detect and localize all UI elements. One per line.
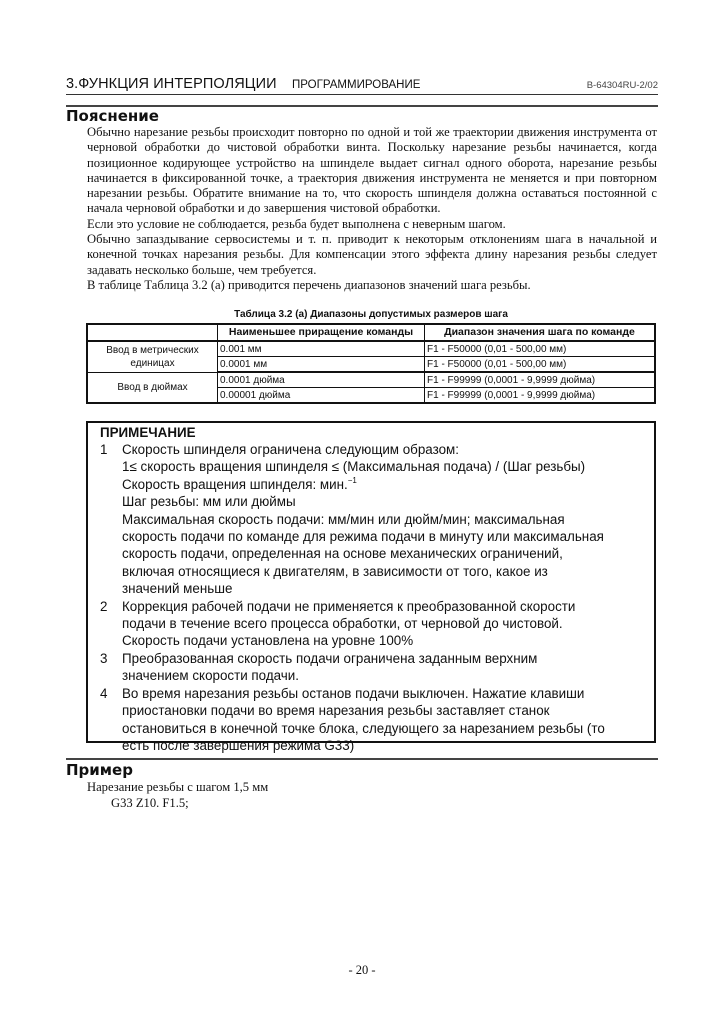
explanation-heading: Пояснение [66,107,159,125]
example-code: G33 Z10. F1.5; [111,795,189,810]
note-line: остановиться в конечной точке блока, следующего за нарезанием резьбы (то [122,720,605,736]
row-group-label: Ввод в дюймах [87,372,218,403]
column-header [87,324,218,341]
note-line: Скорость подачи установлена на уровне 100% [122,633,414,649]
note-item [100,685,648,755]
note-line: скорость подачи по команде для режима подачи в минуту или максимальная [122,529,604,545]
note-line: Скорость шпинделя ограничена следующим образом: [122,442,459,457]
note-item [100,441,648,598]
pitch-range-table [86,323,656,404]
note-number: 1 [100,442,108,457]
table-row [87,372,655,388]
range-cell: F1 - F99999 (0,0001 - 9,9999 дюйма) [425,372,656,388]
note-line: скорость подачи, определенная на основе механических ограничений, [122,546,563,562]
row-group-label: Ввод в метрических единицах [87,341,218,372]
increment-cell: 0.0001 дюйма [218,372,425,388]
chapter-title: 3.ФУНКЦИЯ ИНТЕРПОЛЯЦИИ [66,76,277,92]
table-header-row [87,324,655,341]
note-title: ПРИМЕЧАНИЕ [100,425,196,440]
paragraph: Обычно запаздывание сервосистемы и т. п. приводит к некоторым отклонениям шага в начальной и конечной точках нарезания резьбы. Для компенсации этого эффекта длину нарезания резьбы следует задавать несколько больше, чем требуется. [87,232,657,277]
note-line: включая относящиеся к двигателям, в зависимости от того, какое из [122,563,548,579]
note-line: Коррекция рабочей подачи не применяется к преобразованной скорости [122,598,576,614]
paragraph: Обычно нарезание резьбы происходит повторно по одной и той же траектории движения инструмента от черновой обработки до чистовой обработки винта. Поскольку нарезание резьбы начинается, когда позиционное кодирующее устройство на шпинделе выдает сигнал одного оборота, нарезание резьбы начинается в фиксированной точке, а траектория движения инструмента не меняется и при повторном нарезании резьбы. Обратите внимание на то, что скорость шпинделя должна оставаться постоянной с начала черновой обработки и до завершения чистовой обработки. [87,125,657,216]
note-line: значением скорости подачи. [122,668,299,684]
increment-cell: 0.0001 мм [218,357,425,373]
column-header: Диапазон значения шага по команде [425,324,656,341]
note-line: есть после завершения режима G33) [122,737,355,753]
note-items [100,441,648,754]
page-header [66,76,658,95]
note-number: 4 [100,685,108,701]
note-line: 1≤ скорость вращения шпинделя ≤ (Максимальная подача) / (Шаг резьбы) [122,459,586,475]
note-line: подачи в течение всего процесса обработки, от черновой до чистовой. [122,616,563,632]
paragraph: В таблице Таблица 3.2 (а) приводится перечень диапазонов значений шага резьбы. [87,277,531,292]
note-line [122,476,648,493]
table-row [87,341,655,357]
range-cell: F1 - F99999 (0,0001 - 9,9999 дюйма) [425,388,656,404]
range-cell: F1 - F50000 (0,01 - 500,00 мм) [425,341,656,357]
note-line: приостановки подачи во время нарезания резьбы заставляет станок [122,703,550,719]
example-heading: Пример [66,761,133,779]
note-line: Преобразованная скорость подачи ограничена заданным верхним [122,650,538,666]
note-item [100,598,648,650]
note-line: значений меньше [122,581,233,597]
superscript: −1 [347,475,357,485]
note-item [100,650,648,685]
note-line-text: Скорость вращения шпинделя: мин. [122,476,348,492]
note-number: 3 [100,650,108,666]
note-box [86,421,656,753]
example-body [87,780,268,811]
document-id: B-64304RU-2/02 [586,80,658,91]
note-line: Максимальная скорость подачи: мм/мин или дюйм/мин; максимальная [122,511,565,527]
table-caption: Таблица 3.2 (а) Диапазоны допустимых размеров шага [234,309,508,320]
section-divider [66,758,658,760]
note-line: Шаг резьбы: мм или дюймы [122,494,296,510]
range-cell: F1 - F50000 (0,01 - 500,00 мм) [425,357,656,373]
example-description: Нарезание резьбы с шагом 1,5 мм [87,780,269,794]
note-line: Во время нарезания резьбы останов подачи выключен. Нажатие клавиши [122,685,585,701]
section-title: ПРОГРАММИРОВАНИЕ [292,79,421,91]
explanation-body [87,125,657,293]
increment-cell: 0.00001 дюйма [218,388,425,404]
increment-cell: 0.001 мм [218,341,425,357]
column-header: Наименьшее приращение команды [218,324,425,341]
note-number: 2 [100,598,108,614]
page-number: - 20 - [348,963,376,977]
paragraph: Если это условие не соблюдается, резьба будет выполнена с неверным шагом. [87,216,506,231]
